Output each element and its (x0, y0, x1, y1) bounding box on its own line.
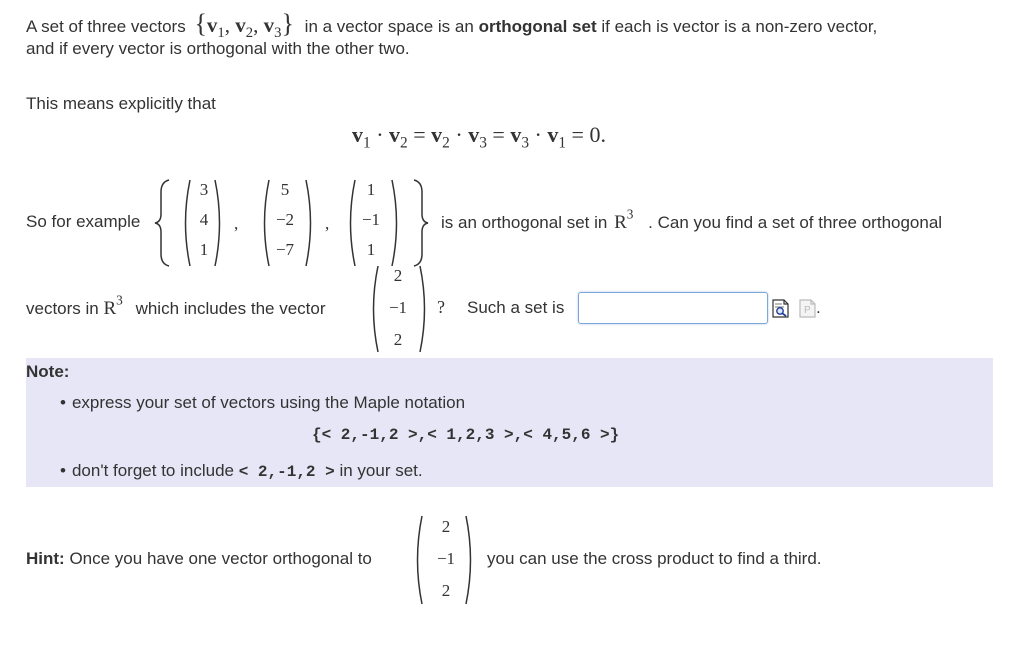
hint-vector (424, 517, 468, 603)
note-bullet-1 (60, 393, 465, 413)
question-prefix-line (26, 292, 326, 320)
example-vector-2 (263, 180, 307, 266)
note-bullet-2-suffix: in your set. (339, 461, 423, 480)
vec2-right-paren (304, 178, 316, 268)
note-bullet-1-text: express your set of vectors using the Maple notation (71, 393, 466, 412)
orthogonal-set-term: orthogonal set (478, 17, 597, 36)
example-vector-3 (349, 180, 393, 266)
vec3-right-paren (390, 178, 402, 268)
help-icon[interactable] (799, 299, 816, 318)
intro-part2: in a vector space is an (304, 17, 474, 36)
dot-product-equation: $v_1 \cdot v_2 = v_2 \cdot v_3 = v_3 \cdot v_1 = 0$. (352, 122, 606, 152)
vec1-entry-2: 4 (199, 210, 209, 229)
svg-text:P: P (804, 305, 811, 316)
hint-vec-entry-2: −1 (436, 549, 456, 568)
example-suffix-line (441, 206, 943, 234)
intro-line-2: and if every vector is orthogonal with the other two. (26, 39, 410, 58)
r-exponent: 3 (626, 206, 634, 222)
intro-line-1 (26, 9, 878, 42)
r3-symbol-2 (103, 292, 123, 319)
answer-input[interactable] (578, 292, 768, 324)
r-symbol-2: R (103, 298, 117, 319)
vec1-entry-1: 3 (199, 180, 209, 199)
note-bullet-2 (60, 461, 423, 481)
set-close-brace (410, 178, 430, 268)
note-bullet-2-prefix: don't forget to include (71, 461, 234, 480)
bullet-dot-2: • (60, 461, 66, 480)
r-exponent-2: 3 (116, 292, 123, 308)
vec3-entry-1: 1 (366, 180, 376, 199)
qvec-entry-3: 2 (393, 330, 403, 349)
question-mark: ? (437, 297, 445, 317)
set-open-brace (153, 178, 173, 268)
hint-vec-entry-1: 2 (441, 517, 451, 536)
maple-example-code: {< 2,-1,2 >,< 1,2,3 >,< 4,5,6 >} (312, 426, 620, 444)
comma-1: , (234, 214, 239, 233)
vec3-entry-2: −1 (361, 210, 381, 229)
vec2-entry-1: 5 (280, 180, 290, 199)
qvec-entry-2: −1 (388, 298, 408, 317)
hint-vec-entry-3: 2 (441, 581, 451, 600)
qvec-entry-1: 2 (393, 266, 403, 285)
hint-tail: you can use the cross product to find a third. (487, 549, 822, 568)
vec1-right-paren (213, 178, 225, 268)
vec3-entry-3: 1 (366, 240, 376, 259)
bullet-dot-1: • (60, 393, 66, 412)
qvec-right-paren (418, 264, 430, 354)
example-suffix: is an orthogonal set in (441, 213, 608, 232)
intro-part3: if each is vector is a non-zero vector, (601, 17, 878, 36)
example-tail: . Can you find a set of three orthogonal (648, 213, 943, 232)
question-prefix: vectors in (26, 299, 99, 318)
answer-label: Such a set is (467, 298, 565, 317)
hint-vec-left-paren (412, 514, 424, 606)
comma-2: , (325, 214, 330, 233)
question-vector (376, 266, 420, 352)
vec1-entry-3: 1 (199, 240, 209, 259)
hint-line (26, 549, 372, 569)
hint-label: Hint: (26, 549, 65, 568)
vec2-entry-2: −2 (275, 210, 295, 229)
note-bullet-2-code: < 2,-1,2 > (238, 463, 335, 481)
trailing-period: . (816, 298, 821, 317)
preview-icon[interactable] (772, 299, 789, 318)
r3-symbol (614, 206, 634, 233)
explicit-text: This means explicitly that (26, 94, 216, 113)
example-prefix: So for example (26, 212, 141, 231)
vec2-entry-3: −7 (275, 240, 295, 259)
hint-text: Once you have one vector orthogonal to (69, 549, 372, 568)
hint-vec-right-paren (464, 514, 476, 606)
r-symbol: R (614, 212, 627, 233)
vector-set-math: {$v_1$, $v_2$, $v_3$} (194, 9, 294, 42)
intro-part1: A set of three vectors (26, 17, 186, 36)
note-title: Note: (26, 362, 70, 381)
question-middle: which includes the vector (135, 299, 326, 318)
